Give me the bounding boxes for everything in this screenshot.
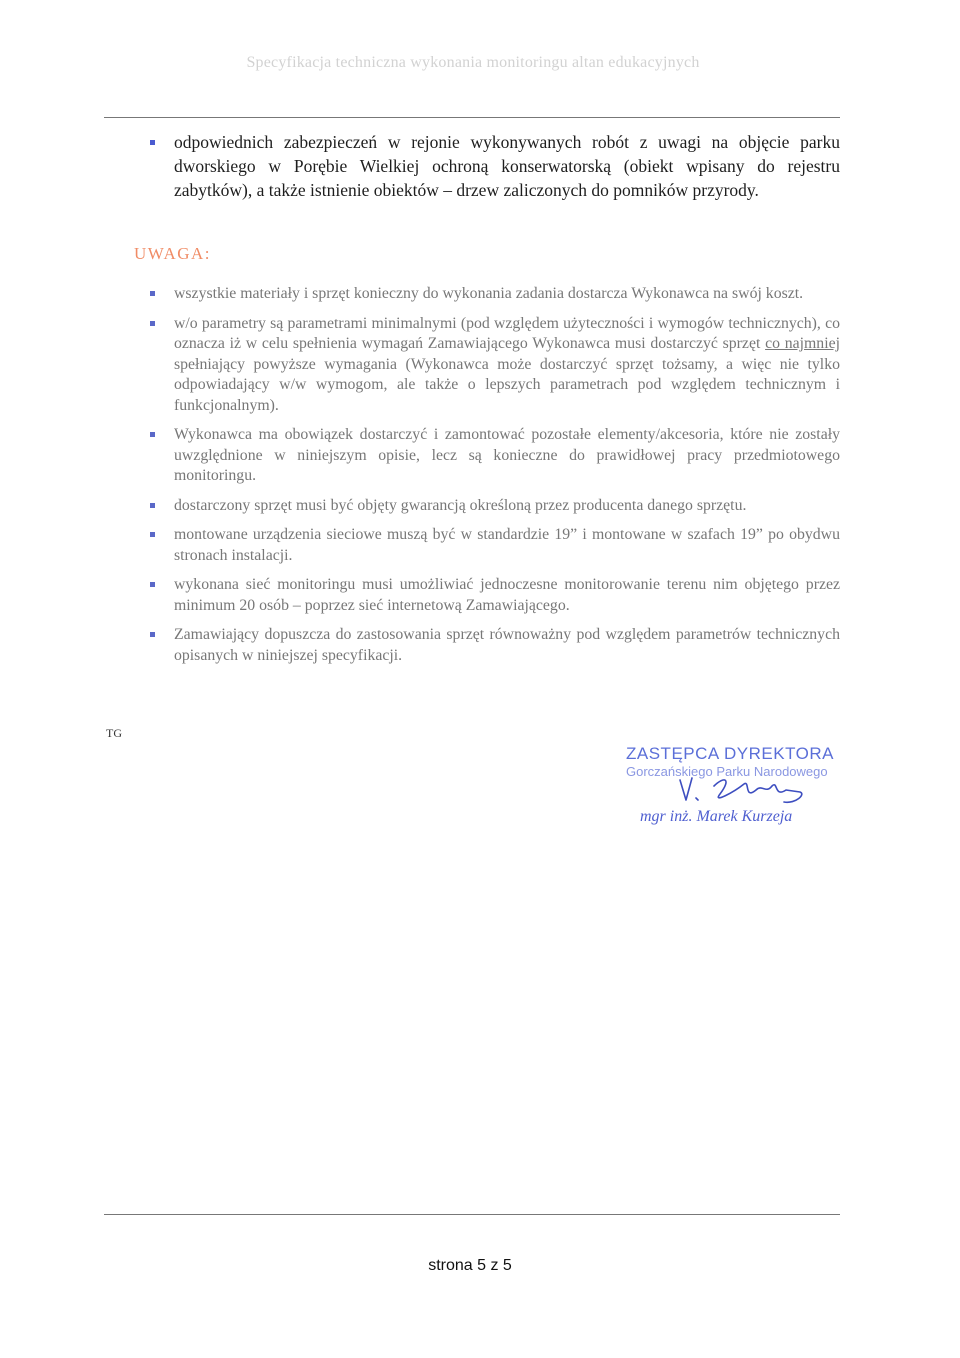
note-item: Wykonawca ma obowiązek dostarczyć i zamontować pozostałe elementy/akcesoria, które nie zostały uwzględnione w niniejszym opisie, lecz są konieczne do prawidłowej pracy przedmiotowego monitoringu.: [150, 425, 840, 487]
header-divider: [104, 117, 840, 118]
document-header-title: Specyfikacja techniczna wykonania monitoringu altan edukacyjnych: [246, 54, 700, 71]
note-text: spełniający powyższe wymagania (Wykonawca może dostarczyć sprzęt tożsamy, a więc nie tylko odpowiadający w/w wymogom, ale także o lepszych parametrach pod względem technicznym i funkcjonalnym).: [174, 355, 840, 414]
page-number: strona 5 z 5: [428, 1257, 512, 1274]
note-item: wykonana sieć monitoringu musi umożliwiać jednoczesne monitorowanie terenu nim objętego przez minimum 20 osób – poprzez sieć internetową Zamawiającego.: [150, 575, 840, 616]
note-item: [150, 314, 840, 417]
footer-divider: [104, 1214, 840, 1215]
uwaga-heading: UWAGA:: [134, 244, 211, 263]
note-item: wszystkie materiały i sprzęt konieczny do wykonania zadania dostarcza Wykonawca na swój koszt.: [150, 284, 840, 305]
handwritten-signature: [674, 770, 824, 810]
notes-bullet-list: [150, 284, 840, 675]
note-item: montowane urządzenia sieciowe muszą być w standardzie 19” i montowane w szafach 19” po obydwu stronach instalacji.: [150, 525, 840, 566]
stamp-signatory-name: mgr inż. Marek Kurzeja: [640, 808, 793, 825]
stamp-organization: Gorczańskiego Parku Narodowego: [626, 764, 828, 779]
note-text: w/o parametry są parametrami minimalnymi (pod względem użyteczności i wymogów technicznych), co oznacza iż w celu spełnienia wymagań Zamawiającego Wykonawca musi dostarczyć sprzęt: [174, 314, 840, 352]
note-underlined-text: co najmniej: [765, 335, 840, 352]
top-bullet-list: [150, 130, 840, 202]
list-item: odpowiednich zabezpieczeń w rejonie wykonywanych robót z uwagi na objęcie parku dworskiego w Porębie Wielkiej ochroną konserwatorską (obiekt wpisany do rejestru zabytków), a także istnienie obiektów – drzew zaliczonych do pomników przyrody.: [150, 130, 840, 202]
note-item: Zamawiający dopuszcza do zastosowania sprzęt równoważny pod względem parametrów technicznych opisanych w niniejszej specyfikacji.: [150, 625, 840, 666]
official-stamp: [626, 744, 846, 834]
note-item: dostarczony sprzęt musi być objęty gwarancją określoną przez producenta danego sprzętu.: [150, 496, 840, 517]
author-initials: TG: [106, 726, 122, 740]
stamp-title: ZASTĘPCA DYREKTORA: [626, 744, 835, 763]
